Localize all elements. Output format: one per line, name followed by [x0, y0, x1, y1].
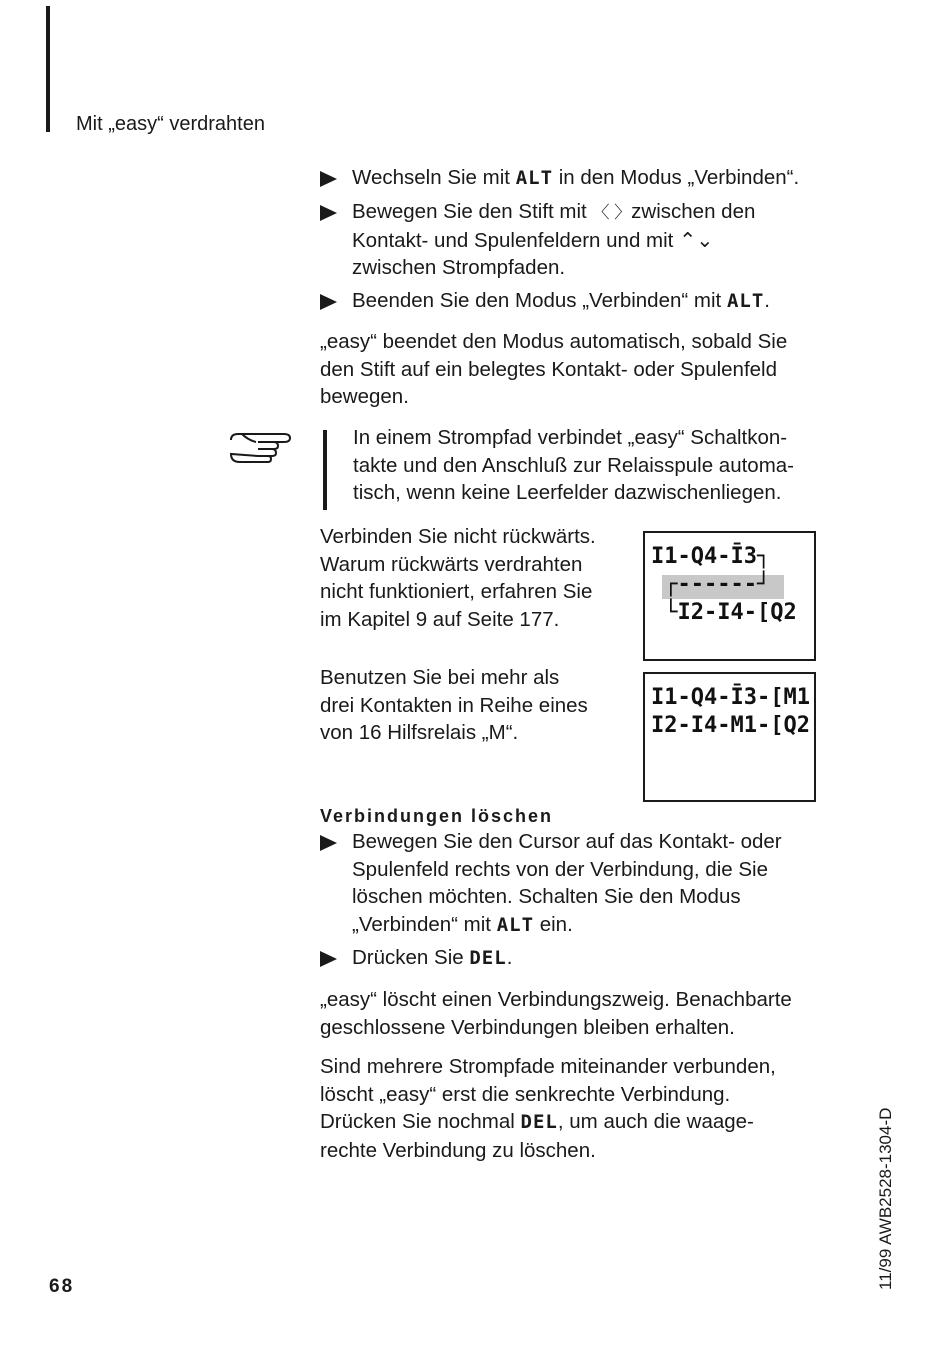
paragraph-multiple-paths: Sind mehrere Strompfade miteinander verbunden, löscht „easy“ erst die senkrechte Verbindung. Drücken Sie nochmal DEL, um auch die waage- rechte Verbindung zu löschen.	[320, 1055, 776, 1162]
triangle-bullet-icon	[320, 171, 337, 187]
paragraph-backward: Verbinden Sie nicht rückwärts. Warum rückwärts verdrahten nicht funktioniert, erfahren Sie im Kapitel 9 auf Seite 177.	[320, 525, 596, 631]
step-item: Wechseln Sie mit ALT in den Modus „Verbinden“.	[320, 164, 825, 193]
lcd-display-relay	[643, 672, 816, 802]
triangle-bullet-icon	[320, 205, 337, 221]
left-right-keys-icon: 〈 〉	[592, 203, 632, 222]
alt-key: ALT	[496, 913, 535, 936]
paragraph-auto-end: „easy“ beendet den Modus automatisch, sobald Sie den Stift auf ein belegtes Kontakt- oder Spulenfeld bewegen.	[320, 330, 788, 408]
triangle-bullet-icon	[320, 835, 337, 851]
paragraph-hilfsrelais: Benutzen Sie bei mehr als drei Kontakten in Reihe eines von 16 Hilfsrelais „M“.	[320, 666, 588, 744]
triangle-bullet-icon	[320, 951, 337, 967]
lcd-row: I1-Q4-Ī3┐	[651, 544, 771, 569]
page-number: 68	[49, 1276, 75, 1297]
del-key: DEL	[469, 947, 507, 969]
document-code: 11/99 AWB2528-1304-D	[876, 1107, 895, 1290]
section-subheading: Verbindungen löschen	[320, 806, 554, 826]
note-margin-bar	[323, 430, 327, 510]
del-key: DEL	[520, 1111, 558, 1133]
header-margin-bar	[46, 6, 50, 132]
running-header: Mit „easy“ verdrahten	[76, 113, 265, 135]
lcd-display-connection	[643, 531, 816, 661]
step-item: Beenden Sie den Modus „Verbinden“ mit ALT.	[320, 287, 825, 316]
step-item: Bewegen Sie den Cursor auf das Kontakt- oder Spulenfeld rechts von der Verbindung, die Sie löschen möchten. Schalten Sie den Modus „Verbinden“ mit ALT ein.	[320, 828, 825, 939]
step-item: Bewegen Sie den Stift mit 〈 〉zwischen den Kontakt- und Spulenfeldern und mit ⌃⌄ zwischen Strompfaden.	[320, 198, 825, 282]
lcd-row: I1-Q4-Ī3-[M1	[651, 685, 810, 710]
triangle-bullet-icon	[320, 294, 337, 310]
pointing-hand-icon	[228, 428, 294, 472]
up-down-keys-icon: ⌃⌄	[679, 228, 714, 252]
step-item: Drücken Sie DEL.	[320, 944, 825, 973]
lcd-row: ┌------┘	[651, 572, 771, 597]
note-text: In einem Strompfad verbindet „easy“ Schaltkon- takte und den Anschluß zur Relaisspule automa- tisch, wenn keine Leerfelder dazwischenliegen.	[353, 426, 795, 504]
paragraph-delete: „easy“ löscht einen Verbindungszweig. Benachbarte geschlossene Verbindungen bleiben erhalten.	[320, 988, 792, 1039]
lcd-row: └I2-I4-[Q2	[651, 600, 797, 625]
lcd-row: I2-I4-M1-[Q2	[651, 713, 810, 738]
alt-key: ALT	[726, 290, 765, 312]
alt-key: ALT	[515, 167, 554, 189]
